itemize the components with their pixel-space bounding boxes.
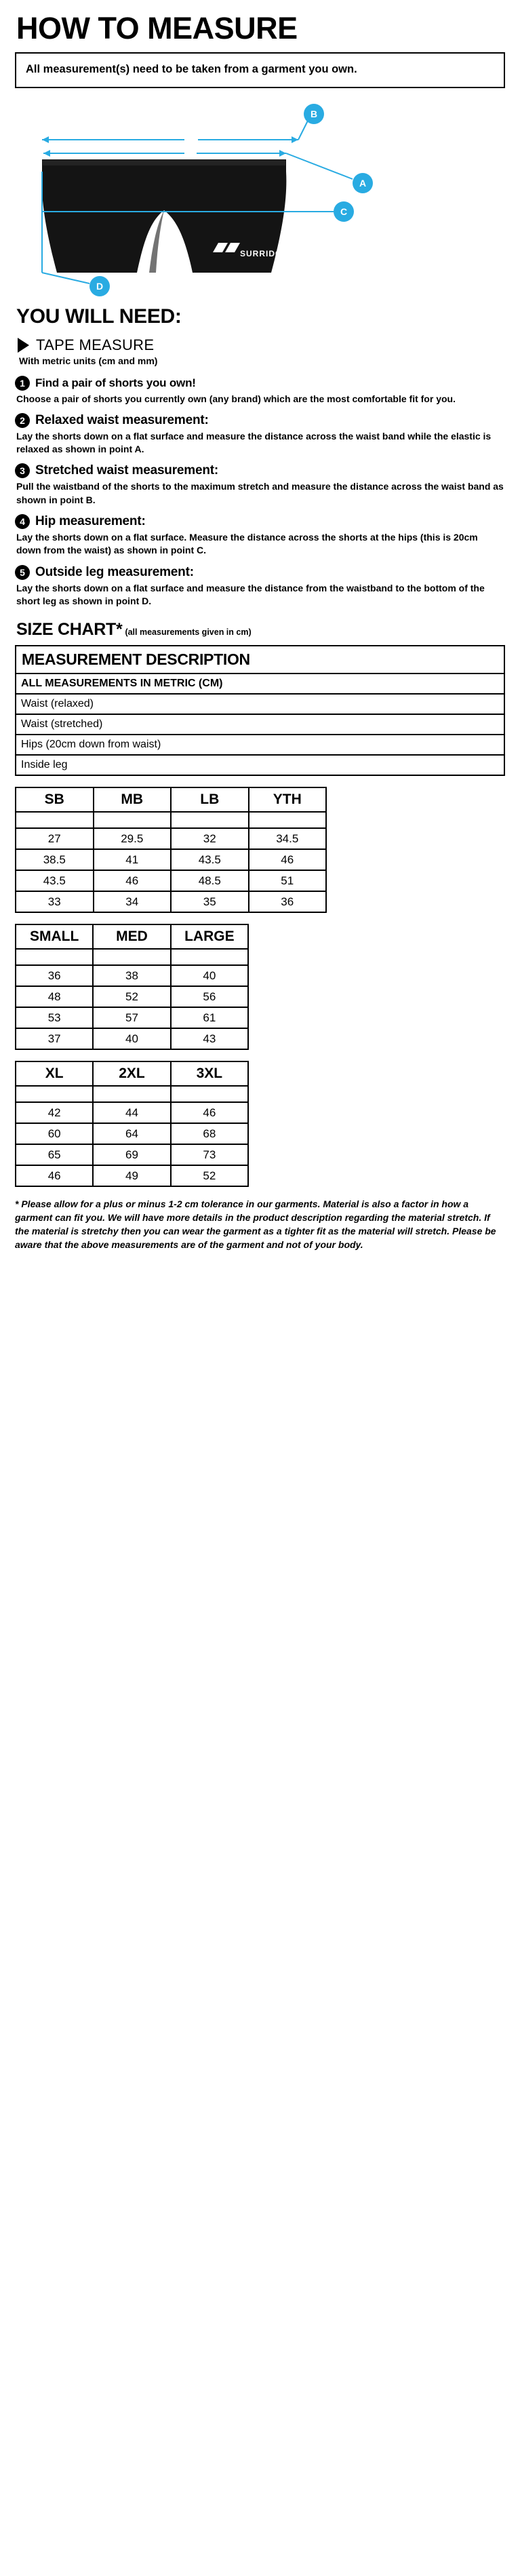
- measurement-description-subheader: ALL MEASUREMENTS IN METRIC (CM): [16, 674, 504, 694]
- adult-cell: 36: [16, 965, 93, 986]
- step-1-number: 1: [15, 376, 30, 391]
- measurement-row-inside-leg: Inside leg: [16, 755, 504, 775]
- step-1: [15, 376, 505, 406]
- table-row: [16, 986, 248, 1007]
- xl-spacer-3: [171, 1086, 248, 1102]
- arrowhead-a-left: [43, 150, 50, 157]
- adult-cell: 48: [16, 986, 93, 1007]
- size-chart-title: SIZE CHART*: [16, 620, 123, 640]
- table-row: [16, 787, 326, 812]
- table-row: [16, 1123, 248, 1144]
- junior-header-sb: SB: [16, 787, 94, 812]
- table-row: [16, 812, 326, 828]
- xl-spacer-1: [16, 1086, 93, 1102]
- xl-cell: 64: [93, 1123, 170, 1144]
- size-chart-note: (all measurements given in cm): [125, 627, 252, 638]
- table-row: [16, 870, 326, 891]
- junior-cell: 38.5: [16, 849, 94, 870]
- junior-size-table: [15, 787, 327, 913]
- arrowhead-b-right: [292, 136, 298, 143]
- table-row: [16, 1165, 248, 1186]
- step-3-body: Pull the waistband of the shorts to the maximum stretch and measure the distance across the waist band as shown in point B.: [16, 481, 504, 505]
- step-1-head: [15, 376, 505, 391]
- junior-header-mb: MB: [94, 787, 172, 812]
- tape-measure-label: TAPE MEASURE: [36, 336, 155, 353]
- step-3: [15, 463, 505, 507]
- step-2-head: [15, 413, 505, 428]
- table-row: [16, 1061, 248, 1086]
- step-4-head: [15, 514, 505, 529]
- arrowhead-a-right: [279, 150, 286, 157]
- adult-spacer-1: [16, 949, 93, 965]
- step-5-number: 5: [15, 565, 30, 580]
- adult-cell: 38: [93, 965, 170, 986]
- step-4-number: 4: [15, 514, 30, 529]
- junior-cell: 41: [94, 849, 172, 870]
- junior-spacer-1: [16, 812, 94, 828]
- junior-cell: 43.5: [171, 849, 249, 870]
- xl-cell: 68: [171, 1123, 248, 1144]
- junior-cell: 46: [249, 849, 327, 870]
- tape-measure-row: [18, 336, 505, 354]
- xl-cell: 73: [171, 1144, 248, 1165]
- measurement-row-waist-relaxed: Waist (relaxed): [16, 694, 504, 714]
- junior-cell: 35: [171, 891, 249, 912]
- adult-cell: 61: [171, 1007, 248, 1028]
- shorts-diagram: [15, 95, 505, 298]
- adult-cell: 37: [16, 1028, 93, 1049]
- table-row: [16, 755, 504, 775]
- xl-cell: 60: [16, 1123, 93, 1144]
- adult-cell: 52: [93, 986, 170, 1007]
- adult-header-large: LARGE: [171, 924, 248, 949]
- shorts-illustration: [42, 159, 289, 273]
- xl-header-3xl: 3XL: [171, 1061, 248, 1086]
- junior-spacer-3: [171, 812, 249, 828]
- xl-cell: 46: [16, 1165, 93, 1186]
- table-row: [16, 949, 248, 965]
- xl-cell: 42: [16, 1102, 93, 1123]
- adult-cell: 56: [171, 986, 248, 1007]
- junior-cell: 32: [171, 828, 249, 849]
- table-row: [16, 735, 504, 755]
- xl-cell: 65: [16, 1144, 93, 1165]
- junior-cell: 29.5: [94, 828, 172, 849]
- callout-c-label: C: [340, 206, 348, 217]
- step-4-body: Lay the shorts down on a flat surface. Measure the distance across the shorts at the hips (this is 20cm down from the waist) as shown in point C.: [16, 532, 478, 556]
- step-1-body: Choose a pair of shorts you currently own (any brand) which are the most comfortable fit for you.: [16, 393, 456, 404]
- junior-header-lb: LB: [171, 787, 249, 812]
- table-row: [16, 1007, 248, 1028]
- step-3-number: 3: [15, 463, 30, 478]
- table-row: [16, 891, 326, 912]
- callout-a-label: A: [359, 177, 367, 189]
- adult-size-table: [15, 924, 249, 1050]
- step-5-body: Lay the shorts down on a flat surface and measure the distance from the waistband to the bottom of the short leg as shown in point D.: [16, 582, 485, 607]
- page-title: HOW TO MEASURE: [16, 11, 298, 45]
- callout-b-label: B: [310, 108, 318, 119]
- leader-b: [298, 121, 308, 140]
- xl-cell: 44: [93, 1102, 170, 1123]
- adult-cell: 40: [93, 1028, 170, 1049]
- xl-size-table: [15, 1061, 249, 1187]
- measurement-description-table: [15, 645, 505, 776]
- measurement-row-hips: Hips (20cm down from waist): [16, 735, 504, 755]
- xl-header-2xl: 2XL: [93, 1061, 170, 1086]
- brand-text: SURRIDGE: [240, 248, 289, 258]
- step-5-title: Outside leg measurement:: [35, 564, 194, 579]
- table-row: [16, 849, 326, 870]
- junior-cell: 33: [16, 891, 94, 912]
- table-row: [16, 714, 504, 735]
- step-2: [15, 413, 505, 456]
- step-3-head: [15, 463, 505, 478]
- arrowhead-b-left: [42, 136, 49, 143]
- step-2-body: Lay the shorts down on a flat surface and measure the distance across the waist band while the elastic is relaxed as shown in point A.: [16, 430, 492, 455]
- xl-cell: 49: [93, 1165, 170, 1186]
- adult-cell: 40: [171, 965, 248, 986]
- table-row: [16, 1028, 248, 1049]
- footer-disclaimer: * Please allow for a plus or minus 1-2 cm tolerance in our garments. Material is also a factor in how a garment can fit you. We will have more details in the product description regarding the material stretch. If the material is stretchy then you can wear the garment as a tighter fit as the material will stretch. Please be aware that the above measurements are of the garment and not of your body.: [15, 1198, 496, 1250]
- adult-cell: 53: [16, 1007, 93, 1028]
- tape-measure-sub: With metric units (cm and mm): [19, 355, 158, 366]
- junior-spacer-4: [249, 812, 327, 828]
- junior-cell: 48.5: [171, 870, 249, 891]
- junior-cell: 34: [94, 891, 172, 912]
- table-row: [16, 1144, 248, 1165]
- shorts-waistband-highlight: [43, 160, 285, 165]
- step-3-title: Stretched waist measurement:: [35, 463, 218, 478]
- table-row: [16, 1086, 248, 1102]
- size-chart-heading: [16, 620, 505, 640]
- table-row: [16, 674, 504, 694]
- table-row: [16, 828, 326, 849]
- step-1-title: Find a pair of shorts you own!: [35, 376, 196, 389]
- step-4-title: Hip measurement:: [35, 514, 146, 529]
- table-row: [16, 1102, 248, 1123]
- step-2-number: 2: [15, 413, 30, 428]
- adult-spacer-3: [171, 949, 248, 965]
- junior-cell: 34.5: [249, 828, 327, 849]
- junior-spacer-2: [94, 812, 172, 828]
- junior-cell: 27: [16, 828, 94, 849]
- adult-header-med: MED: [93, 924, 170, 949]
- adult-spacer-2: [93, 949, 170, 965]
- junior-cell: 36: [249, 891, 327, 912]
- junior-cell: 46: [94, 870, 172, 891]
- you-will-need-heading: YOU WILL NEED:: [16, 305, 182, 328]
- table-row: [16, 646, 504, 674]
- measurement-row-waist-stretched: Waist (stretched): [16, 714, 504, 735]
- xl-cell: 69: [93, 1144, 170, 1165]
- leader-a: [286, 153, 353, 179]
- measurement-note-box: [15, 52, 505, 87]
- xl-header-xl: XL: [16, 1061, 93, 1086]
- measurement-description-header: MEASUREMENT DESCRIPTION: [16, 646, 504, 674]
- step-5: [15, 565, 505, 608]
- measure-line-d-leader: [42, 273, 89, 284]
- callout-d-label: D: [96, 280, 104, 292]
- step-5-head: [15, 565, 505, 580]
- xl-cell: 46: [171, 1102, 248, 1123]
- junior-header-yth: YTH: [249, 787, 327, 812]
- table-row: [16, 965, 248, 986]
- measurement-note-text: All measurement(s) need to be taken from a garment you own.: [26, 63, 357, 76]
- triangle-bullet-icon: [18, 338, 29, 353]
- xl-spacer-2: [93, 1086, 170, 1102]
- junior-cell: 51: [249, 870, 327, 891]
- table-row: [16, 924, 248, 949]
- junior-cell: 43.5: [16, 870, 94, 891]
- table-row: [16, 694, 504, 714]
- adult-cell: 57: [93, 1007, 170, 1028]
- adult-header-small: SMALL: [16, 924, 93, 949]
- step-2-title: Relaxed waist measurement:: [35, 412, 209, 427]
- adult-cell: 43: [171, 1028, 248, 1049]
- xl-cell: 52: [171, 1165, 248, 1186]
- step-4: [15, 514, 505, 558]
- shorts-diagram-svg: [15, 95, 505, 298]
